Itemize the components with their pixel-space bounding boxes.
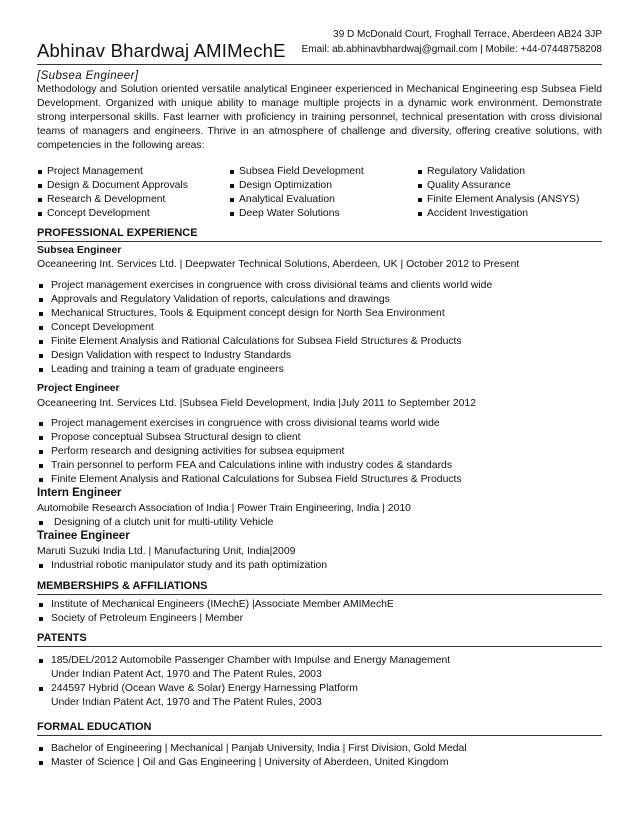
- list-item: Project management exercises in congruence with cross divisional teams and clients world wide: [37, 279, 602, 293]
- job-bullets-subsea-engineer: [37, 279, 602, 377]
- list-item: Design Validation with respect to Industry Standards: [37, 349, 602, 363]
- list-item: Designing of a clutch unit for multi-utility Vehicle: [37, 516, 602, 530]
- patents-list: [37, 654, 602, 710]
- candidate-name: Abhinav Bhardwaj AMIMechE: [37, 40, 286, 61]
- skill-item: Subsea Field Development: [229, 165, 417, 179]
- skill-item: Project Management: [37, 165, 229, 179]
- address: 39 D McDonald Court, Froghall Terrace, Aberdeen AB24 3JP: [333, 29, 602, 40]
- memberships-heading: MEMBERSHIPS & AFFILIATIONS: [37, 580, 602, 595]
- list-item: Finite Element Analysis and Rational Calculations for Subsea Field Structures & Products: [37, 335, 602, 349]
- list-item: Industrial robotic manipulator study and its path optimization: [37, 559, 602, 573]
- job-title-trainee-engineer: Trainee Engineer: [37, 530, 130, 542]
- job-title-subsea-engineer: Subsea Engineer: [37, 245, 122, 256]
- list-item: Finite Element Analysis and Rational Calculations for Subsea Field Structures & Products: [37, 473, 602, 487]
- skill-item: Design & Document Approvals: [37, 179, 229, 193]
- skill-item: Accident Investigation: [417, 207, 579, 221]
- list-item: Project management exercises in congruence with cross divisional teams world wide: [37, 417, 602, 431]
- list-item: Master of Science | Oil and Gas Engineering | University of Aberdeen, United Kingdom: [37, 756, 602, 770]
- patent-note: Under Indian Patent Act, 1970 and The Patent Rules, 2003: [51, 696, 322, 708]
- skill-item: Concept Development: [37, 207, 229, 221]
- skills-grid: [37, 165, 602, 221]
- patent-title: 185/DEL/2012 Automobile Passenger Chamber with Impulse and Energy Management: [51, 655, 451, 666]
- job-title-project-engineer: Project Engineer: [37, 383, 120, 394]
- job-bullets-trainee-engineer: [37, 559, 602, 573]
- header-divider: [37, 64, 602, 65]
- resume-page: [37, 0, 602, 768]
- job-meta-trainee-engineer: Maruti Suzuki India Ltd. | Manufacturing Unit, India|2009: [37, 546, 296, 557]
- list-item: Institute of Mechanical Engineers (IMechE) |Associate Member AMIMechE: [37, 598, 602, 612]
- list-item: Propose conceptual Subsea Structural design to client: [37, 431, 602, 445]
- resume-header: [37, 0, 602, 64]
- skill-item: Deep Water Solutions: [229, 207, 417, 221]
- skills-column-3: [417, 165, 579, 221]
- skill-item: Finite Element Analysis (ANSYS): [417, 193, 579, 207]
- profile-summary: Methodology and Solution oriented versatile analytical Engineer experienced in Mechanical Engineering esp Subsea Field Development. Organized with unique ability to manage multiple projects in a dynamic work environment. Demonstrate strong interpersonal skills. Fast learner with proficiency in training personnel, technical presentation with cross divisional teams of managers and engineers. Thrive in an atmosphere of challenge and diversity, offering creative solutions, with competencies in the following areas:: [37, 84, 602, 151]
- skill-item: Analytical Evaluation: [229, 193, 417, 207]
- list-item: [37, 682, 602, 710]
- skill-item: Research & Development: [37, 193, 229, 207]
- list-item: Perform research and designing activities for subsea equipment: [37, 445, 602, 459]
- patents-heading: PATENTS: [37, 632, 602, 647]
- skill-item: Design Optimization: [229, 179, 417, 193]
- list-item: Society of Petroleum Engineers | Member: [37, 612, 602, 626]
- role-headline: [Subsea Engineer]: [37, 70, 139, 82]
- job-meta-intern-engineer: Automobile Research Association of India | Power Train Engineering, India | 2010: [37, 503, 411, 514]
- list-item: Leading and training a team of graduate engineers: [37, 363, 602, 377]
- patent-note: Under Indian Patent Act, 1970 and The Patent Rules, 2003: [51, 668, 322, 680]
- skill-item: Regulatory Validation: [417, 165, 579, 179]
- list-item: Bachelor of Engineering | Mechanical | Panjab University, India | First Division, Gold Medal: [37, 742, 602, 756]
- education-heading: FORMAL EDUCATION: [37, 721, 602, 736]
- list-item: Concept Development: [37, 321, 602, 335]
- job-bullets-project-engineer: [37, 417, 602, 487]
- education-list: [37, 742, 602, 770]
- list-item: Approvals and Regulatory Validation of reports, calculations and drawings: [37, 293, 602, 307]
- job-title-intern-engineer: Intern Engineer: [37, 487, 122, 499]
- contact-block: [302, 27, 602, 57]
- skills-column-1: [37, 165, 229, 221]
- job-meta-subsea-engineer: Oceaneering Int. Services Ltd. | Deepwater Technical Solutions, Aberdeen, UK | October 2012 to Present: [37, 259, 520, 270]
- list-item: Mechanical Structures, Tools & Equipment concept design for North Sea Environment: [37, 307, 602, 321]
- email-mobile: Email: ab.abhinavbhardwaj@gmail.com | Mobile: +44-07448758208: [301, 44, 602, 55]
- experience-heading: PROFESSIONAL EXPERIENCE: [37, 227, 602, 242]
- list-item: Train personnel to perform FEA and Calculations inline with industry codes & standards: [37, 459, 602, 473]
- skill-item: Quality Assurance: [417, 179, 579, 193]
- job-meta-project-engineer: Oceaneering Int. Services Ltd. |Subsea Field Development, India |July 2011 to September 2012: [37, 398, 476, 409]
- memberships-list: [37, 598, 602, 626]
- patent-title: 244597 Hybrid (Ocean Wave & Solar) Energy Harnessing Platform: [51, 683, 358, 694]
- skills-column-2: [229, 165, 417, 221]
- list-item: [37, 654, 602, 682]
- job-bullets-intern-engineer: [37, 516, 602, 530]
